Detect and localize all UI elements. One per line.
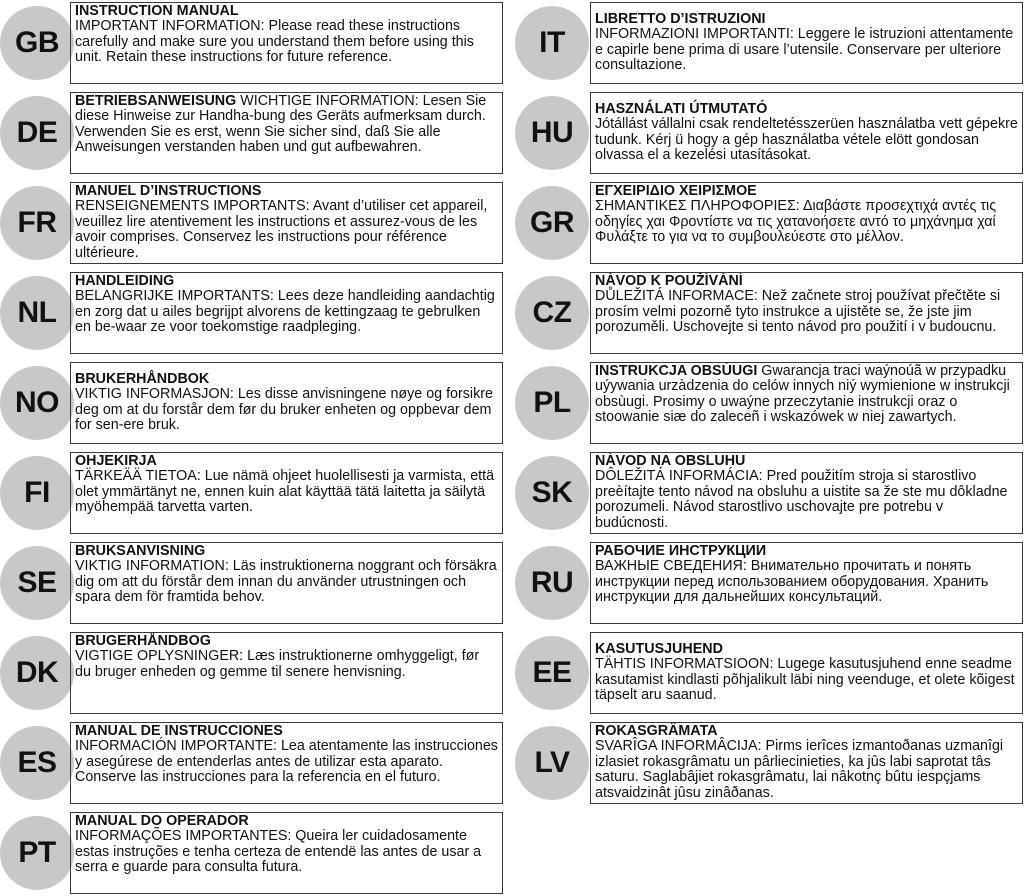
instruction-text bbox=[75, 4, 498, 66]
language-badge-dk: DK bbox=[0, 636, 74, 710]
instruction-box-ee bbox=[590, 632, 1023, 714]
instruction-title: HASZNÁLATI ÚTMUTATÓ bbox=[595, 100, 768, 117]
instruction-body: DŮLEŽITÁ INFORMACE: Než začnete stroj používat přečtěte si prosím velmi pozorně tyto instrukce a ujistěte se, že jste jim porozuměli. Uschovejte si tento návod pro použití i v budoucnu. bbox=[595, 288, 1001, 336]
instruction-box-dk bbox=[70, 632, 503, 714]
instruction-box-pl bbox=[590, 362, 1023, 444]
instruction-body: VIGTIGE OPLYSNINGER: Læs instruktionerne omhyggeligt, før du bruger enheden og gemme til senere henvisning. bbox=[75, 648, 480, 680]
instruction-title: NÁVOD K POUŽÍVÁNÍ bbox=[595, 273, 743, 289]
instruction-title: KASUTUSJUHEND bbox=[595, 640, 723, 657]
language-badge-sk: SK bbox=[515, 456, 589, 530]
instruction-box-ru bbox=[590, 542, 1023, 624]
language-badge-fi: FI bbox=[0, 456, 74, 530]
instruction-title: BRUKERHÅNDBOK bbox=[75, 370, 210, 387]
instruction-body: BELANGRIJKE IMPORTANTS: Lees deze handleiding aandachtig en zorg dat u ailes begrijpt alvorens de kettingzaag te gebrulken en be-waar ze voor toekomstige raadpleging. bbox=[75, 288, 495, 336]
instruction-box-fr bbox=[70, 182, 503, 264]
instruction-box-sk bbox=[590, 452, 1023, 534]
instruction-box-gr bbox=[590, 182, 1023, 264]
instruction-body: Gwarancja traci waýnoúã w przypadku uýywania urzàdzenia do celów innych niý wymienione w instrukcji obsùugi. Prosimy o uwaýne przeczytanie instrukcji oraz o stoowanie siæ do zaleceñ i wskazówek w niej zawartych. bbox=[595, 363, 1010, 426]
instruction-body: RENSEIGNEMENTS IMPORTANTS: Avant d’utiliser cet appareil, veuillez lire atentivement les instructions et assurez-vous de les avoir comprises. Conservez les instructions pour référence ultérieure. bbox=[75, 198, 488, 261]
instruction-title: MANUEL D’INSTRUCTIONS bbox=[75, 183, 262, 199]
instruction-box-lv bbox=[590, 722, 1023, 804]
instruction-text bbox=[595, 642, 1018, 704]
instruction-text bbox=[595, 364, 1018, 426]
instruction-box-es bbox=[70, 722, 503, 804]
language-badge-gr: GR bbox=[515, 186, 589, 260]
instruction-body: INFORMAZIONI IMPORTANTI: Leggere le istruzioni attentamente e capirle bene prima di usare l’utensile. Conservare per ulteriore consultazione. bbox=[595, 26, 1014, 73]
instruction-title: BETRIEBSANWEISUNG bbox=[75, 93, 237, 109]
instruction-body: ВАЖНЫЕ СВЕДЕНИЯ: Внимательно прочитать и понять инструкции перед использованием оборудования. Хранить инструкции для дальнейших консультаций. bbox=[595, 558, 989, 606]
language-badge-fr: FR bbox=[0, 186, 74, 260]
instruction-text bbox=[75, 274, 498, 336]
language-badge-ru: RU bbox=[515, 546, 589, 620]
instruction-box-fi bbox=[70, 452, 503, 534]
language-badge-nl: NL bbox=[0, 276, 74, 350]
instruction-text bbox=[75, 634, 498, 680]
instruction-title: INSTRUCTION MANUAL bbox=[75, 3, 239, 19]
instruction-title: BRUKSANVISNING bbox=[75, 543, 206, 559]
language-badge-pt: PT bbox=[0, 816, 74, 890]
language-badge-hu: HU bbox=[515, 96, 589, 170]
instruction-text bbox=[75, 454, 498, 516]
instruction-title: ROKASGRÂMATA bbox=[595, 722, 718, 739]
language-badge-it: IT bbox=[515, 6, 589, 80]
instruction-title: MANUAL DE INSTRUCCIONES bbox=[75, 723, 283, 739]
instruction-body: INFORMACIÓN IMPORTANTE: Lea atentamente las instrucciones y asegúrese de entenderlas antes de utilizar esta aparato. Conserve las instrucciones para la referencia en el futuro. bbox=[75, 738, 498, 786]
instruction-text bbox=[75, 94, 498, 156]
instruction-body: TÄRKEÄÄ TIETOA: Lue nämä ohjeet huolellisesti ja varmista, että olet ymmärtänyt ne, ennen kuin alat käyttää tätä laitetta ja säilytä myöhempää tarvetta varten. bbox=[75, 468, 495, 516]
instruction-text bbox=[595, 454, 1018, 531]
instruction-body: DÔLEŽITÁ INFORMÁCIA: Pred použitím stroja si starostlivo preèítajte tento návod na obsluhu a uistite sa že ste mu dôkladne porozumeli. Návod starostlivo uschovajte pre potrebu v budúcnosti. bbox=[595, 468, 1008, 531]
instruction-body: INFORMAÇÕES IMPORTANTES: Queira ler cuidadosamente estas instruções e tenha certeza de entendë las antes de usar a serra e guarde para consulta futura. bbox=[75, 828, 482, 876]
instruction-box-hu bbox=[590, 92, 1023, 174]
language-badge-de: DE bbox=[0, 96, 74, 170]
instruction-text bbox=[75, 184, 498, 261]
instruction-box-pt bbox=[70, 812, 503, 894]
instruction-text bbox=[595, 184, 1018, 246]
instruction-title: INSTRUKCJA OBSÚUGI bbox=[595, 363, 758, 379]
instruction-box-de bbox=[70, 92, 503, 174]
instruction-body: VIKTIG INFORMATION: Läs instruktionerna noggrant och försäkra dig om att du förstår dem innan du använder utrustningen och spara dem för framtida behov. bbox=[75, 558, 497, 606]
instruction-title: ΕΓΧΕΙΡΙΔΙΟ ΧΕΙΡΙΣΜΟΕ bbox=[595, 183, 757, 199]
instruction-title: MANUAL DO OPERADOR bbox=[75, 813, 249, 829]
instruction-title: BRUGERHÅNDBOG bbox=[75, 633, 211, 649]
instruction-box-se bbox=[70, 542, 503, 624]
instruction-body: TÄHTIS INFORMATSIOON: Lugege kasutusjuhend enne seadme kasutamist kindlasti põhjalikult läbi ning veenduge, et olete kõigest täpselt aru saanud. bbox=[595, 656, 1015, 703]
instruction-text bbox=[595, 544, 1018, 606]
instruction-box-nl bbox=[70, 272, 503, 354]
instruction-body: IMPORTANT INFORMATION: Please read these instructions carefully and make sure you understand them before using this unit. Retain these instructions for future reference. bbox=[75, 18, 474, 66]
language-badge-cz: CZ bbox=[515, 276, 589, 350]
instruction-body: ΣΗΜΑΝΤΙΚΕΣ ΠΛΗΡΟΦΟΡΙΕΣ: Διαβάστε προσεχτιχά αντές τις οδηγίες χαι Φροντίστε να τις χατανοήσετε αντό το μηχάνημα χαί Φυλάξτε το για να το συμβουλεύεστε στο μέλλον. bbox=[595, 198, 997, 246]
instruction-box-no bbox=[70, 362, 503, 444]
instruction-body: WICHTIGE INFORMATION: Lesen Sie diese Hinweise zur Handha-bung des Geräts aufmerksam durch. Verwenden Sie es erst, wenn Sie sicher sind, daß Sie alle Anweisungen verstanden haben und gut aufbewahren. bbox=[75, 93, 487, 156]
instruction-text bbox=[75, 724, 498, 786]
instruction-title: OHJEKIRJA bbox=[75, 453, 157, 469]
instruction-title: РАБОЧИЕ ИНСТРУКЦИИ bbox=[595, 543, 767, 559]
language-badge-pl: PL bbox=[515, 366, 589, 440]
language-badge-es: ES bbox=[0, 726, 74, 800]
instruction-title: HANDLEIDING bbox=[75, 273, 175, 289]
instruction-title: NÁVOD NA OBSLUHU bbox=[595, 453, 746, 469]
instruction-text bbox=[75, 814, 498, 876]
instruction-text bbox=[75, 544, 498, 606]
instruction-body: Jótállást vállalni csak rendeltetésszerüen használatba vett gépekre tudunk. Kérj ü hogy a gép használatba vétele elött gondosan olvassa el a kezelési utasításokat. bbox=[595, 116, 1018, 163]
instruction-box-gb bbox=[70, 2, 503, 84]
language-badge-lv: LV bbox=[515, 726, 589, 800]
instruction-text bbox=[595, 274, 1018, 336]
language-badge-se: SE bbox=[0, 546, 74, 620]
instruction-text bbox=[595, 102, 1018, 164]
language-badge-ee: EE bbox=[515, 636, 589, 710]
instruction-text bbox=[595, 724, 1018, 801]
instruction-box-cz bbox=[590, 272, 1023, 354]
language-badge-gb: GB bbox=[0, 6, 74, 80]
instruction-text bbox=[75, 372, 498, 434]
instruction-body: SVARÎGA INFORMÂCIJA: Pirms ierîces izmantoðanas uzmanîgi izlasiet rokasgrâmatu un pârliecinieties, ka jûs labi saprotat tâs saturu. Saglabâjiet rokasgrâmatu, lai nâkotnç bûtu iespçjams atsvaidzinât jûsu zinâðanas. bbox=[595, 738, 1004, 801]
language-badge-no: NO bbox=[0, 366, 74, 440]
instruction-text bbox=[595, 12, 1018, 74]
instruction-body: VIKTIG INFORMASJON: Les disse anvisningene nøye og forsikre deg om at du forstår dem før du bruker enheten og oppbevar dem for sen-ere bruk. bbox=[75, 386, 493, 433]
instruction-box-it bbox=[590, 2, 1023, 84]
instruction-title: LIBRETTO D’ISTRUZIONI bbox=[595, 10, 766, 27]
